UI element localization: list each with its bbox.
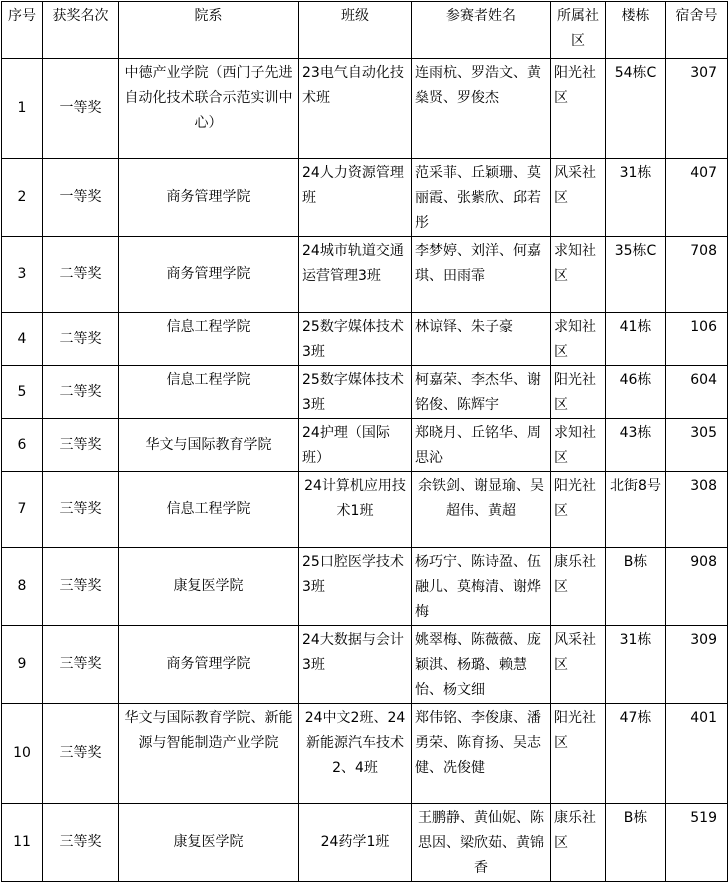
cell-community: 阳光社区 xyxy=(551,366,606,419)
cell-dorm: 604 xyxy=(666,366,728,419)
cell-no: 3 xyxy=(2,237,43,313)
cell-dorm: 307 xyxy=(666,59,728,159)
table-row xyxy=(2,804,728,882)
cell-community: 康乐社区 xyxy=(551,548,606,626)
cell-building: 47栋 xyxy=(606,704,666,804)
cell-college: 信息工程学院 xyxy=(119,366,299,419)
cell-no: 10 xyxy=(2,704,43,804)
cell-college: 康复医学院 xyxy=(119,548,299,626)
cell-college: 商务管理学院 xyxy=(119,159,299,237)
cell-members: 林谅铎、朱子豪 xyxy=(412,313,551,366)
table-row xyxy=(2,626,728,704)
cell-class: 24大数据与会计3班 xyxy=(299,626,412,704)
header-building: 楼栋 xyxy=(606,2,666,59)
table-row xyxy=(2,472,728,548)
cell-no: 9 xyxy=(2,626,43,704)
cell-award: 三等奖 xyxy=(43,419,119,472)
cell-building: B栋 xyxy=(606,804,666,882)
cell-members: 余铁剑、谢显瑜、吴超伟、黄超 xyxy=(412,472,551,548)
table-row xyxy=(2,704,728,804)
cell-award: 三等奖 xyxy=(43,626,119,704)
header-award: 获奖名次 xyxy=(43,2,119,59)
cell-no: 6 xyxy=(2,419,43,472)
cell-award: 一等奖 xyxy=(43,59,119,159)
header-dorm: 宿舍号 xyxy=(666,2,728,59)
cell-dorm: 519 xyxy=(666,804,728,882)
cell-building: 46栋 xyxy=(606,366,666,419)
header-row xyxy=(2,2,728,59)
cell-community: 康乐社区 xyxy=(551,804,606,882)
cell-dorm: 407 xyxy=(666,159,728,237)
table-row xyxy=(2,237,728,313)
cell-class: 25数字媒体技术3班 xyxy=(299,313,412,366)
cell-no: 4 xyxy=(2,313,43,366)
cell-members: 郑晓月、丘铭华、周思沁 xyxy=(412,419,551,472)
cell-dorm: 305 xyxy=(666,419,728,472)
cell-award: 三等奖 xyxy=(43,472,119,548)
cell-building: 41栋 xyxy=(606,313,666,366)
cell-no: 1 xyxy=(2,59,43,159)
cell-college: 康复医学院 xyxy=(119,804,299,882)
cell-class: 24计算机应用技术1班 xyxy=(299,472,412,548)
cell-dorm: 106 xyxy=(666,313,728,366)
cell-class: 24护理（国际班） xyxy=(299,419,412,472)
cell-members: 杨巧宁、陈诗盈、伍融儿、莫梅清、谢烨梅 xyxy=(412,548,551,626)
cell-college: 华文与国际教育学院 xyxy=(119,419,299,472)
cell-building: 31栋 xyxy=(606,626,666,704)
cell-community: 阳光社区 xyxy=(551,472,606,548)
table-row xyxy=(2,548,728,626)
cell-college: 商务管理学院 xyxy=(119,626,299,704)
cell-class: 23电气自动化技术班 xyxy=(299,59,412,159)
cell-members: 柯嘉荣、李杰华、谢铭俊、陈辉宇 xyxy=(412,366,551,419)
cell-building: B栋 xyxy=(606,548,666,626)
cell-no: 7 xyxy=(2,472,43,548)
cell-dorm: 308 xyxy=(666,472,728,548)
cell-community: 阳光社区 xyxy=(551,59,606,159)
cell-building: 54栋C xyxy=(606,59,666,159)
cell-building: 35栋C xyxy=(606,237,666,313)
cell-class: 25数字媒体技术3班 xyxy=(299,366,412,419)
cell-members: 李梦婷、刘洋、何嘉琪、田雨霏 xyxy=(412,237,551,313)
cell-award: 三等奖 xyxy=(43,804,119,882)
cell-class: 24城市轨道交通运营管理3班 xyxy=(299,237,412,313)
header-members: 参赛者姓名 xyxy=(412,2,551,59)
cell-class: 25口腔医学技术3班 xyxy=(299,548,412,626)
cell-college: 商务管理学院 xyxy=(119,237,299,313)
cell-members: 郑伟铭、李俊康、潘勇荣、陈育扬、吴志健、冼俊健 xyxy=(412,704,551,804)
awards-table xyxy=(1,1,728,882)
header-class: 班级 xyxy=(299,2,412,59)
table-row xyxy=(2,419,728,472)
cell-dorm: 908 xyxy=(666,548,728,626)
cell-no: 2 xyxy=(2,159,43,237)
table-row xyxy=(2,366,728,419)
cell-no: 5 xyxy=(2,366,43,419)
cell-award: 三等奖 xyxy=(43,548,119,626)
cell-award: 二等奖 xyxy=(43,366,119,419)
table-row xyxy=(2,59,728,159)
cell-building: 43栋 xyxy=(606,419,666,472)
cell-class: 24人力资源管理班 xyxy=(299,159,412,237)
header-community: 所属社区 xyxy=(551,2,606,59)
cell-college: 华文与国际教育学院、新能源与智能制造产业学院 xyxy=(119,704,299,804)
cell-college: 信息工程学院 xyxy=(119,313,299,366)
cell-dorm: 401 xyxy=(666,704,728,804)
cell-community: 风采社区 xyxy=(551,159,606,237)
cell-award: 一等奖 xyxy=(43,159,119,237)
header-no: 序号 xyxy=(2,2,43,59)
table-row xyxy=(2,159,728,237)
cell-college: 中德产业学院（西门子先进自动化技术联合示范实训中心） xyxy=(119,59,299,159)
cell-community: 求知社区 xyxy=(551,237,606,313)
cell-class: 24药学1班 xyxy=(299,804,412,882)
cell-members: 连雨杭、罗浩文、黄燊贤、罗俊杰 xyxy=(412,59,551,159)
cell-dorm: 708 xyxy=(666,237,728,313)
cell-community: 求知社区 xyxy=(551,313,606,366)
header-college: 院系 xyxy=(119,2,299,59)
cell-building: 北街8号 xyxy=(606,472,666,548)
cell-dorm: 309 xyxy=(666,626,728,704)
cell-class: 24中文2班、24新能源汽车技术2、4班 xyxy=(299,704,412,804)
cell-members: 范采菲、丘颖珊、莫丽霞、张紫欣、邱若彤 xyxy=(412,159,551,237)
cell-award: 三等奖 xyxy=(43,704,119,804)
cell-no: 11 xyxy=(2,804,43,882)
cell-community: 求知社区 xyxy=(551,419,606,472)
cell-no: 8 xyxy=(2,548,43,626)
table-row xyxy=(2,313,728,366)
cell-award: 二等奖 xyxy=(43,313,119,366)
cell-community: 风采社区 xyxy=(551,626,606,704)
cell-building: 31栋 xyxy=(606,159,666,237)
cell-college: 信息工程学院 xyxy=(119,472,299,548)
cell-members: 姚翠梅、陈薇薇、庞颖淇、杨璐、赖慧怡、杨文细 xyxy=(412,626,551,704)
cell-award: 二等奖 xyxy=(43,237,119,313)
cell-community: 阳光社区 xyxy=(551,704,606,804)
cell-members: 王鹏静、黄仙妮、陈思因、梁欣茹、黄锦香 xyxy=(412,804,551,882)
